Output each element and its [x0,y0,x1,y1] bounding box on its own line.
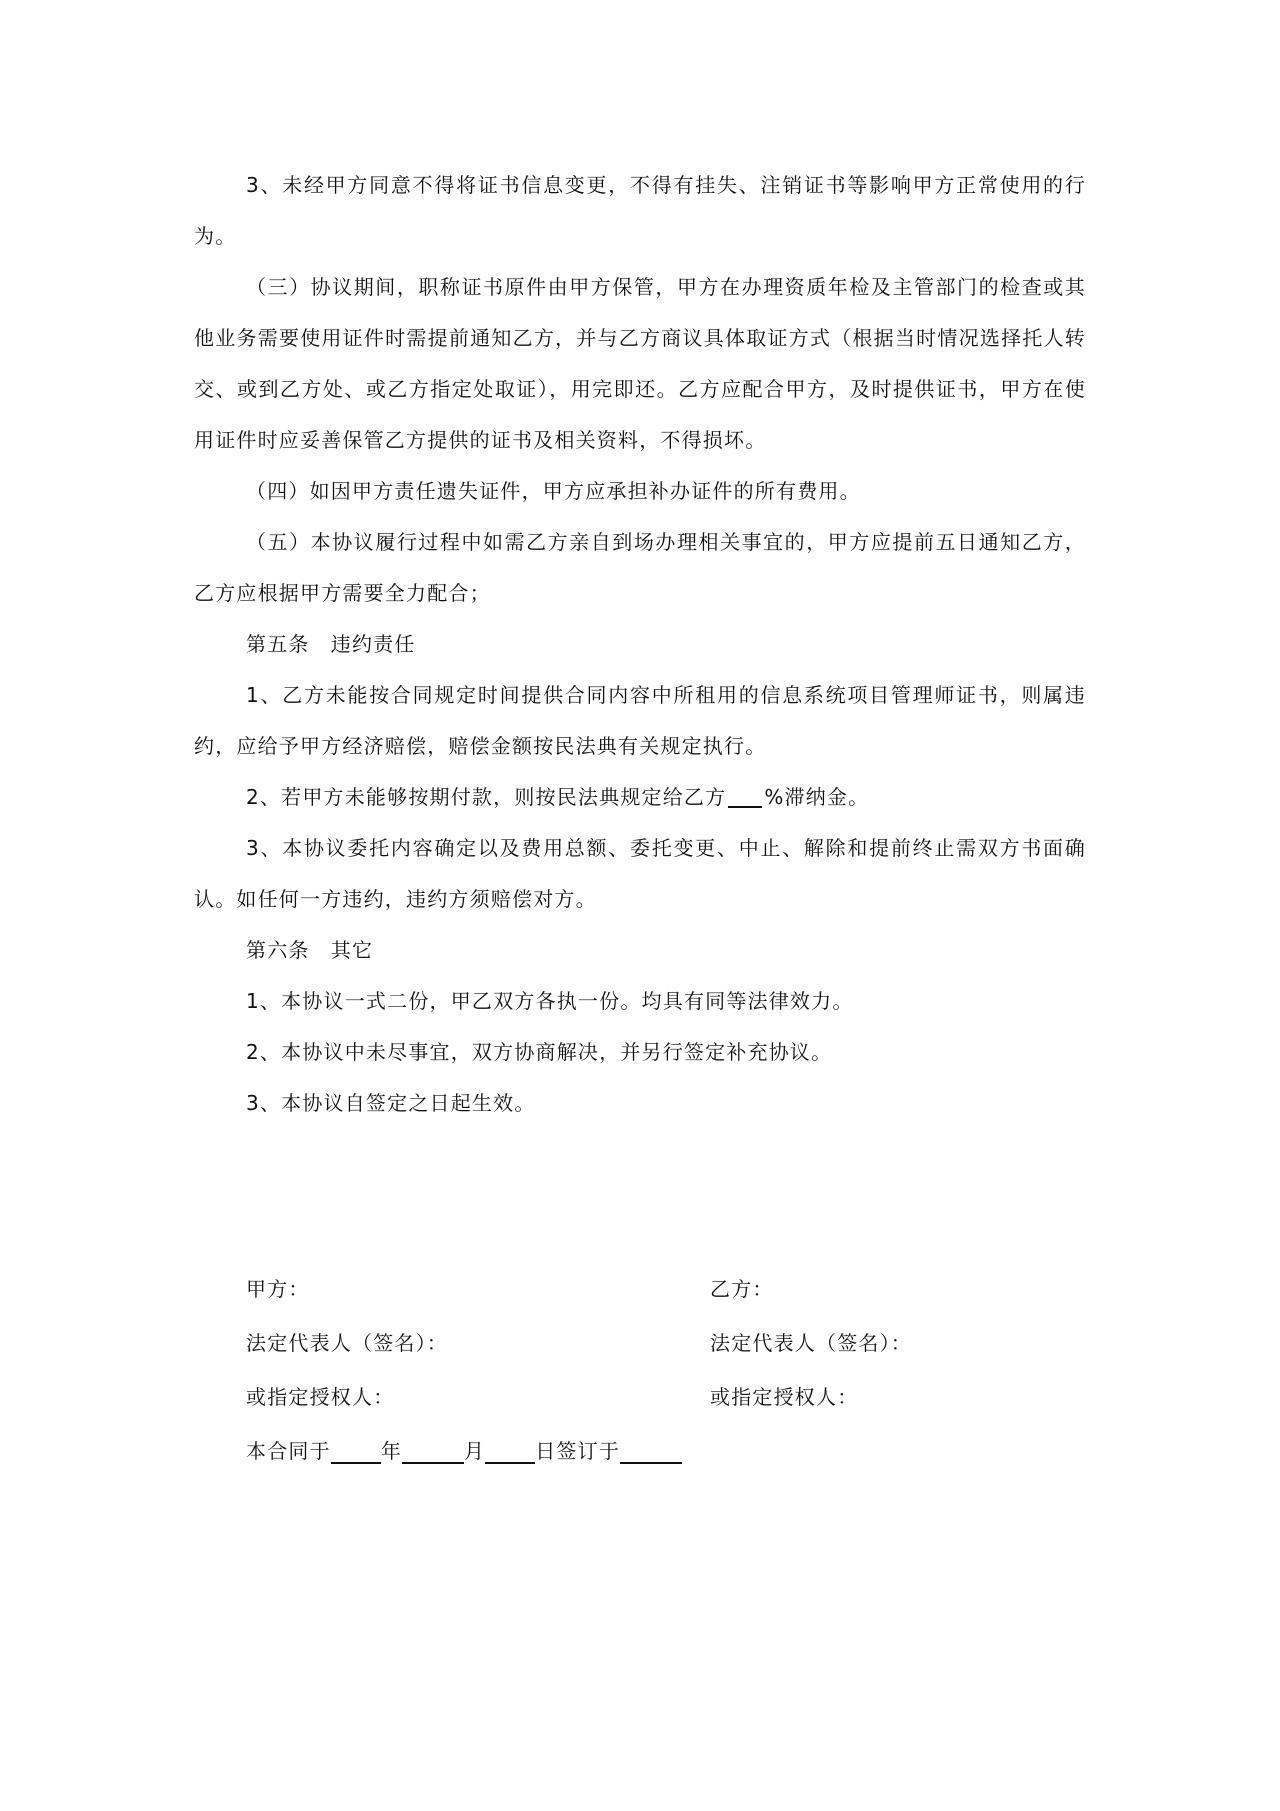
party-a-legal-rep: 法定代表人（签名）： [246,1331,448,1355]
contract-body [194,160,1086,1129]
year-label: 年 [380,1439,403,1463]
party-a-authorized: 或指定授权人： [246,1385,395,1409]
month-label: 月 [464,1439,486,1463]
party-a-label: 甲方： [246,1277,310,1301]
article-5-heading: 第五条 违约责任 [246,632,416,656]
article-5-item-3: 3、本协议委托内容确定以及费用总额、委托变更、中止、解除和提前终止需双方书面确认。如任何一方违约，违约方须赔偿对方。 [194,836,1086,911]
clause-four-paragraph: （四）如因甲方责任遗失证件，甲方应承担补办证件的所有费用。 [246,479,861,503]
contract-date-line [246,1424,682,1478]
article-5-item-1: 1、乙方未能按合同规定时间提供合同内容中所租用的信息系统项目管理师证书，则属违约，应给予甲方经济赔偿，赔偿金额按民法典有关规定执行。 [194,683,1086,758]
article-6-heading: 第六条 其它 [246,938,374,962]
article-6-item-3: 3、本协议自签定之日起生效。 [246,1091,536,1115]
party-b-label: 乙方： [710,1277,774,1301]
party-a-signature-block [246,1262,706,1424]
late-fee-blank [728,786,762,808]
day-blank [485,1440,535,1464]
article-6-item-1: 1、本协议一式二份，甲乙双方各执一份。均具有同等法律效力。 [246,989,854,1013]
clause-three-paragraph: （三）协议期间，职称证书原件由甲方保管，甲方在办理资质年检及主管部门的检查或其他业务需要使用证件时需提前通知乙方，并与乙方商议具体取证方式（根据当时情况选择托人转交、或到乙方处、或乙方指定处取证），用完即还。乙方应配合甲方，及时提供证书，甲方在使用证件时应妥善保管乙方提供的证书及相关资料，不得损坏。 [194,275,1086,452]
day-signed-label: 日签订于 [535,1439,621,1463]
clause-five-paragraph: （五）本协议履行过程中如需乙方亲自到场办理相关事宜的，甲方应提前五日通知乙方，乙方应根据甲方需要全力配合； [194,530,1086,605]
date-prefix: 本合同于 [246,1439,331,1463]
year-blank [331,1440,381,1464]
article-5-item-2-text: 2、若甲方未能够按期付款，则按民法典规定给乙方 [246,785,727,809]
place-blank [620,1440,682,1464]
party-b-authorized: 或指定授权人： [710,1385,859,1409]
clause-3-paragraph: 3、未经甲方同意不得将证书信息变更，不得有挂失、注销证书等影响甲方正常使用的行为。 [194,173,1086,248]
article-5-item-2-suffix: %滞纳金。 [764,785,870,809]
article-6-item-2: 2、本协议中未尽事宜，双方协商解决，并另行签定补充协议。 [246,1040,833,1064]
party-b-legal-rep: 法定代表人（签名）： [710,1331,912,1355]
month-blank [402,1440,464,1464]
party-b-signature-block [710,1262,1090,1424]
article-5-item-2 [194,772,1086,823]
